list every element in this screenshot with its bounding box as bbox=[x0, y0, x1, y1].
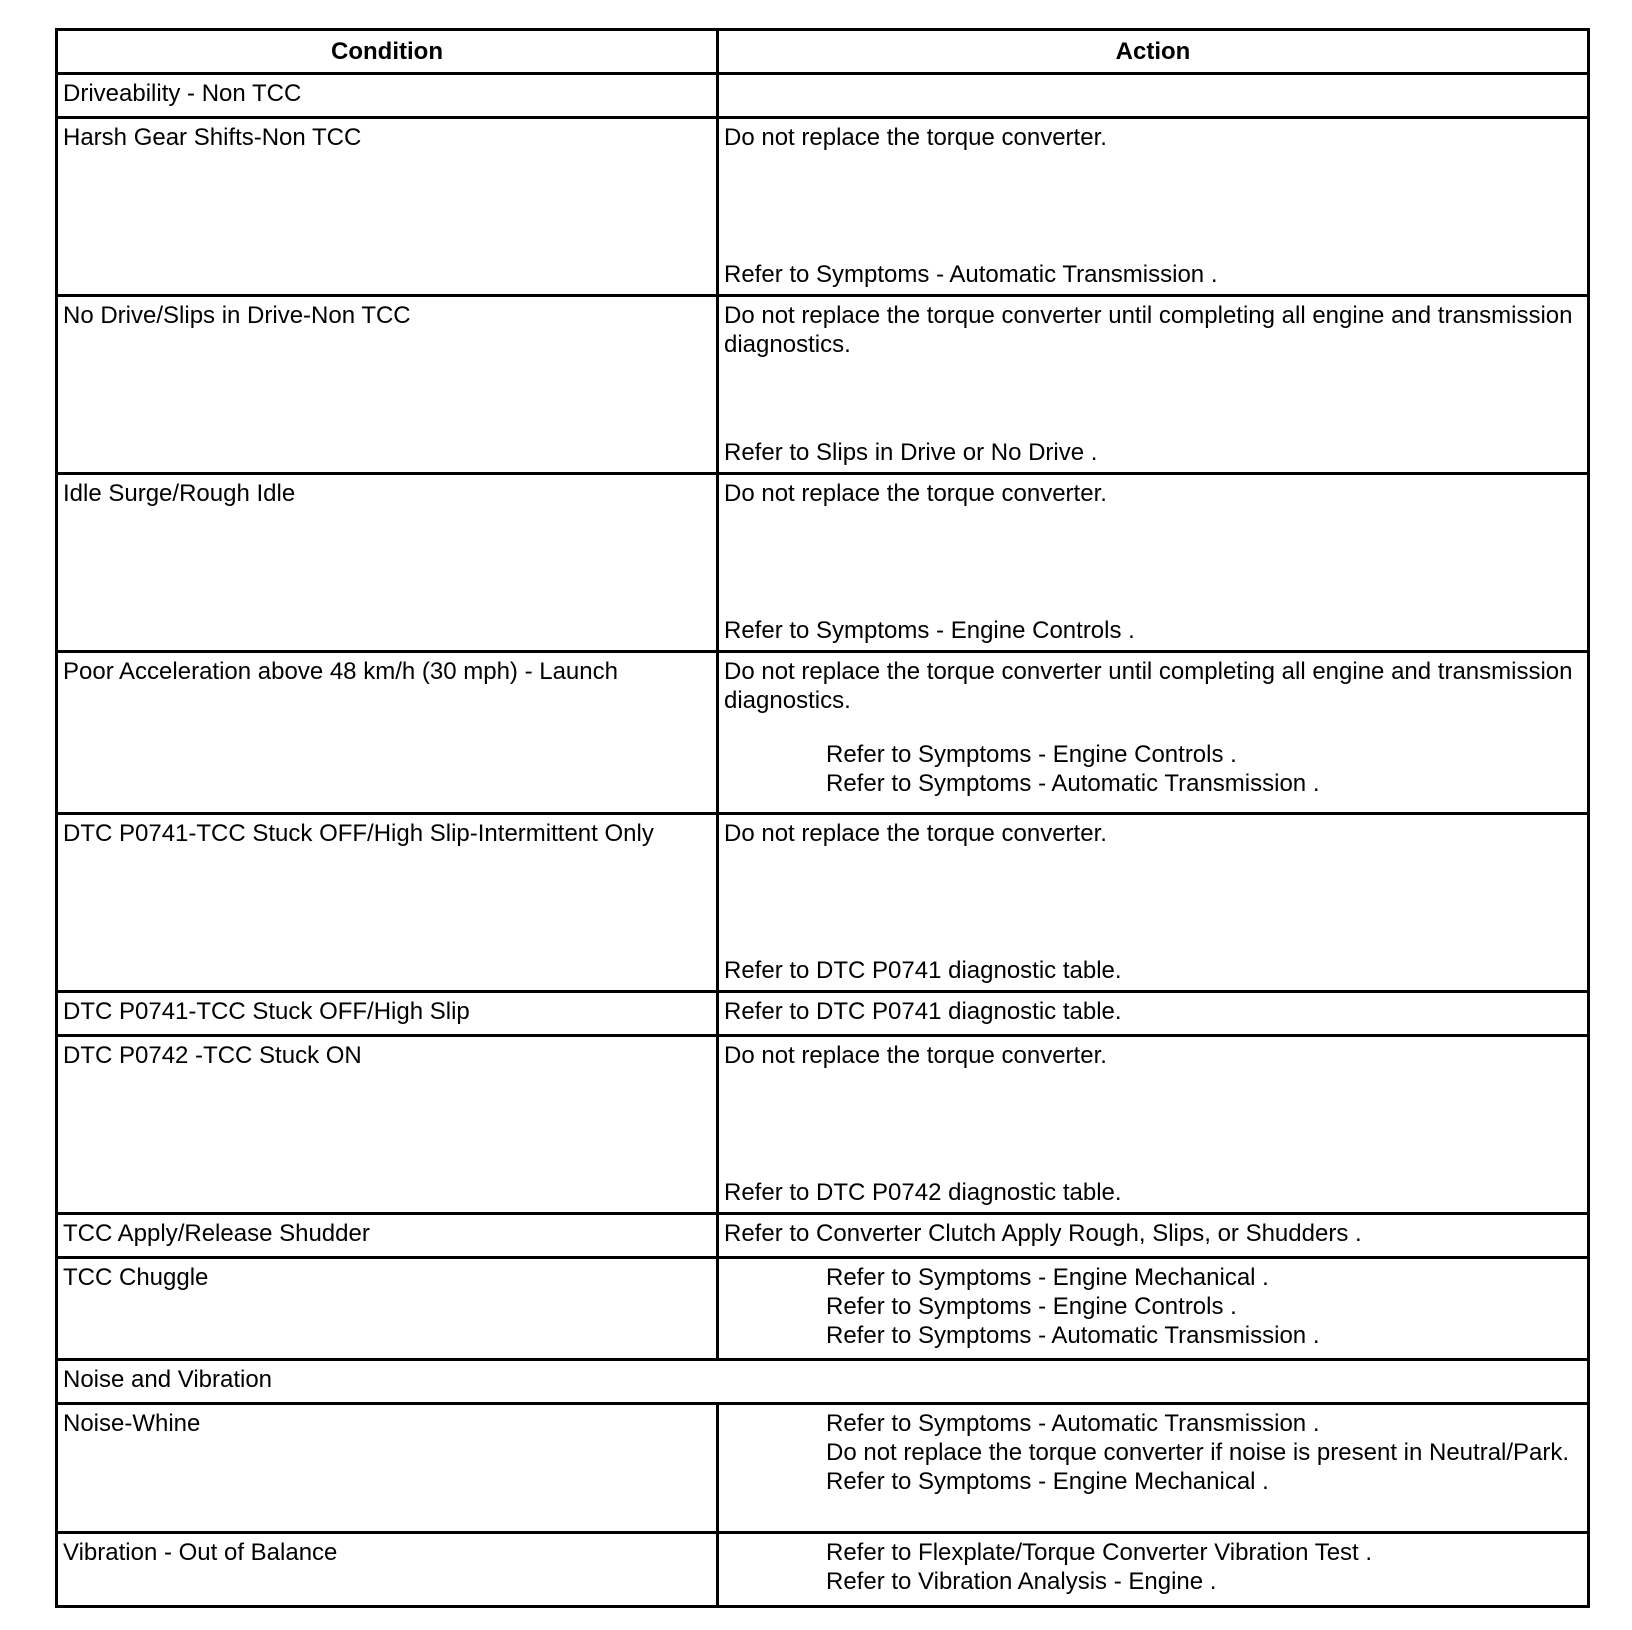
table-row-harsh-gear-shifts bbox=[57, 118, 1589, 296]
condition-cell: Poor Acceleration above 48 km/h (30 mph) - Launch bbox=[57, 652, 718, 814]
action-reference: Refer to DTC P0742 diagnostic table. bbox=[724, 1179, 1122, 1206]
action-cell: Refer to DTC P0741 diagnostic table. bbox=[718, 992, 1589, 1036]
table-row-no-drive bbox=[57, 296, 1589, 474]
action-reference: Refer to Symptoms - Automatic Transmission . bbox=[826, 1322, 1320, 1349]
action-cell bbox=[718, 1533, 1589, 1607]
section-title: Driveability - Non TCC bbox=[57, 74, 718, 118]
action-cell bbox=[718, 814, 1589, 992]
table-row-tcc-shudder bbox=[57, 1214, 1589, 1258]
action-text: Do not replace the torque converter. bbox=[724, 1042, 1107, 1069]
condition-cell: No Drive/Slips in Drive-Non TCC bbox=[57, 296, 718, 474]
action-reference: Refer to Symptoms - Automatic Transmission . bbox=[724, 261, 1218, 288]
condition-cell: DTC P0741-TCC Stuck OFF/High Slip-Intermittent Only bbox=[57, 814, 718, 992]
table-row-p0741 bbox=[57, 992, 1589, 1036]
diagnostic-table bbox=[55, 28, 1590, 1608]
condition-cell: TCC Apply/Release Shudder bbox=[57, 1214, 718, 1258]
section-title: Vibration - Out of Balance bbox=[57, 1533, 718, 1607]
action-reference: Refer to Symptoms - Engine Controls . bbox=[826, 1293, 1237, 1320]
action-reference: Refer to Flexplate/Torque Converter Vibration Test . bbox=[826, 1539, 1373, 1566]
action-cell bbox=[718, 296, 1589, 474]
action-text: Do not replace the torque converter. bbox=[724, 480, 1107, 507]
action-reference: Refer to DTC P0741 diagnostic table. bbox=[724, 957, 1122, 984]
action-text: Do not replace the torque converter until completing all engine and transmission diagnostics. bbox=[724, 302, 1573, 358]
condition-cell: Harsh Gear Shifts-Non TCC bbox=[57, 118, 718, 296]
section-row-driveability bbox=[57, 74, 1589, 118]
table-row-p0742 bbox=[57, 1036, 1589, 1214]
section-title: Noise and Vibration bbox=[57, 1360, 1589, 1404]
action-reference: Refer to Symptoms - Automatic Transmission . bbox=[826, 1410, 1320, 1437]
action-text: Do not replace the torque converter if noise is present in Neutral/Park. bbox=[826, 1439, 1570, 1466]
action-cell bbox=[718, 118, 1589, 296]
action-reference: Refer to Symptoms - Automatic Transmission . bbox=[826, 770, 1320, 797]
condition-cell: Noise-Whine bbox=[57, 1404, 718, 1533]
table-row-idle-surge bbox=[57, 474, 1589, 652]
action-text: Do not replace the torque converter until completing all engine and transmission diagnostics. bbox=[724, 658, 1573, 714]
header-row bbox=[57, 30, 1589, 74]
action-cell bbox=[718, 1036, 1589, 1214]
condition-cell: Idle Surge/Rough Idle bbox=[57, 474, 718, 652]
action-reference: Refer to Vibration Analysis - Engine . bbox=[826, 1568, 1217, 1595]
action-header: Action bbox=[718, 30, 1589, 74]
condition-cell: TCC Chuggle bbox=[57, 1258, 718, 1360]
empty-cell bbox=[718, 74, 1589, 118]
action-cell bbox=[718, 652, 1589, 814]
condition-header: Condition bbox=[57, 30, 718, 74]
action-cell bbox=[718, 474, 1589, 652]
action-text: Do not replace the torque converter. bbox=[724, 820, 1107, 847]
action-text: Do not replace the torque converter. bbox=[724, 124, 1107, 151]
action-cell bbox=[718, 1404, 1589, 1533]
table-row-poor-acceleration bbox=[57, 652, 1589, 814]
action-reference: Refer to Symptoms - Engine Controls . bbox=[724, 617, 1135, 644]
action-cell bbox=[718, 1258, 1589, 1360]
table-row-noise-whine bbox=[57, 1404, 1589, 1533]
action-reference: Refer to Slips in Drive or No Drive . bbox=[724, 439, 1098, 466]
table-row-p0741-intermittent bbox=[57, 814, 1589, 992]
condition-cell: DTC P0741-TCC Stuck OFF/High Slip bbox=[57, 992, 718, 1036]
action-reference: Refer to Symptoms - Engine Mechanical . bbox=[826, 1468, 1269, 1495]
table-row-tcc-chuggle bbox=[57, 1258, 1589, 1360]
action-cell: Refer to Converter Clutch Apply Rough, Slips, or Shudders . bbox=[718, 1214, 1589, 1258]
table-row-vibration bbox=[57, 1533, 1589, 1607]
action-reference: Refer to Symptoms - Engine Mechanical . bbox=[826, 1264, 1269, 1291]
section-row-noise bbox=[57, 1360, 1589, 1404]
condition-cell: DTC P0742 -TCC Stuck ON bbox=[57, 1036, 718, 1214]
action-reference: Refer to Symptoms - Engine Controls . bbox=[826, 741, 1237, 768]
